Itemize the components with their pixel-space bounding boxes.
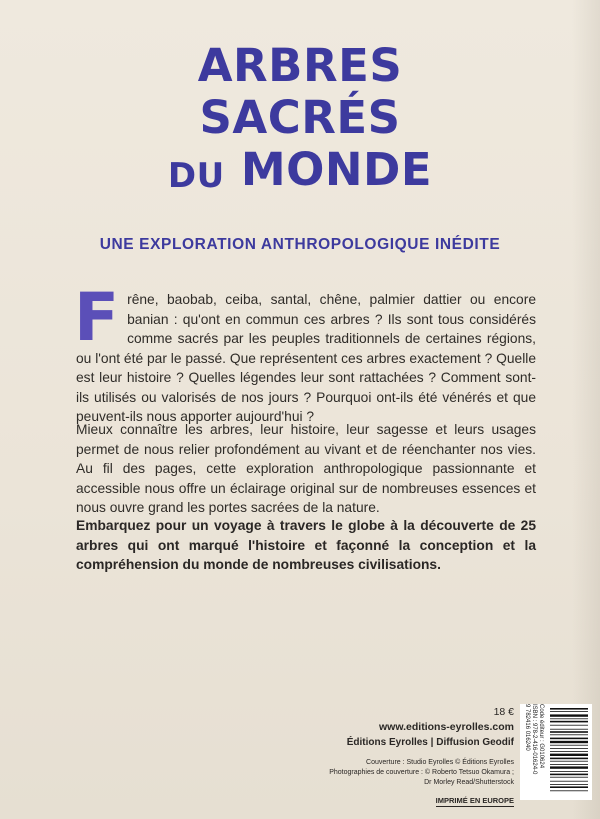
barcode-box bbox=[520, 704, 592, 800]
title-line-3 bbox=[150, 144, 450, 196]
paragraph-intro bbox=[74, 279, 536, 427]
price: 18 € bbox=[493, 706, 514, 718]
title-du: DU bbox=[167, 156, 225, 196]
book-title bbox=[150, 40, 450, 196]
isbn: ISBN : 978-2-416-01624-0 bbox=[531, 704, 537, 775]
barcode-codes bbox=[522, 704, 546, 800]
paragraph-closing: Embarquez pour un voyage à travers le globe à la découverte de 25 arbres qui ont marqué l'histoire et façonné la conception et la compréhension du monde de nombreuses civilisations. bbox=[76, 518, 536, 572]
title-line-2: SACRÉS bbox=[199, 91, 401, 144]
publisher-footer bbox=[314, 704, 514, 808]
title-monde: MONDE bbox=[240, 143, 433, 196]
drop-cap: F bbox=[74, 279, 120, 356]
credit-line-2: Photographies de couverture : © Roberto Tetsuo Okamura ; bbox=[329, 769, 514, 776]
paragraph-middle: Mieux connaître les arbres, leur histoire, leur sagesse et leurs usages permet de nous relier profondément au vivant et de réenchanter nos vies. Au fil des pages, cette exploration anthropologique passionnante et accessible nous offre un éclairage original sur de nombreuses essences et nous ouvre grand les portes sacrées de la nature. bbox=[76, 422, 536, 515]
title-line-1: ARBRES bbox=[197, 39, 403, 92]
barcode-icon bbox=[550, 708, 588, 796]
publisher-website: www.editions-eyrolles.com bbox=[379, 721, 514, 733]
paragraph-intro-text: rêne, baobab, ceiba, santal, chêne, palmier dattier ou encore banian : qu'ont en commun ces arbres ? Ils sont tous considérés comme sacrés par les peuples traditionnels de certaines régions, ou l'ont été par le passé. Que représentent ces arbres exactement ? Quelle est leur histoire ? Quelles légendes leur sont rattachées ? Comment sont-ils utilisés ou valorisés de nos jours ? Pourquoi ont-ils été vénérés et que peuvent-ils nous apporter aujourd'hui ? bbox=[76, 292, 536, 424]
publisher-name: Éditions Eyrolles | Diffusion Geodif bbox=[346, 737, 514, 748]
printed-in-europe: IMPRIMÉ EN EUROPE bbox=[435, 796, 514, 805]
book-subtitle: UNE EXPLORATION ANTHROPOLOGIQUE INÉDITE bbox=[99, 236, 501, 253]
credit-line-3: Dr Morley Read/Shutterstock bbox=[424, 779, 514, 786]
credit-line-1: Couverture : Studio Eyrolles © Éditions Eyrolles bbox=[366, 759, 514, 766]
code-editeur: Code éditeur : G010624 bbox=[538, 704, 544, 769]
barcode-number: 9 782416 016240 bbox=[524, 704, 530, 751]
spine-shadow bbox=[572, 0, 600, 819]
cover-credits bbox=[314, 758, 514, 788]
